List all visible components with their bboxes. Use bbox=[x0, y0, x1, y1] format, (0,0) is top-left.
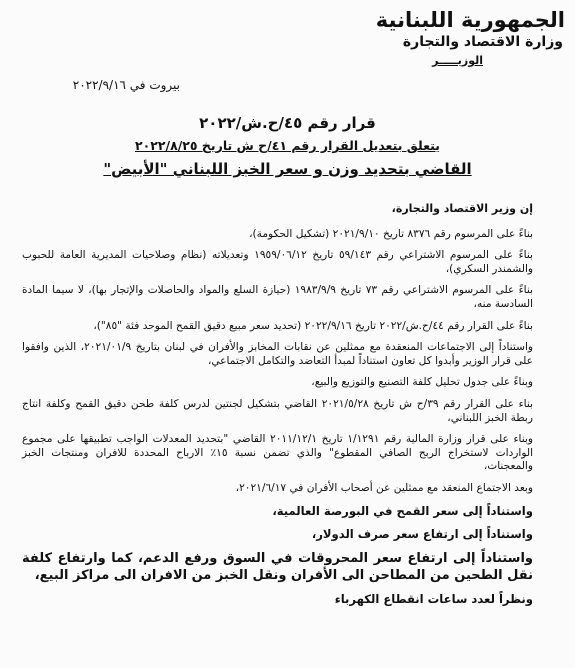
amending-line: يتعلق بتعديل القرار رقم ٤١/ح ش تاريخ ٢٠٢٢/٨/٢٥ bbox=[135, 138, 440, 153]
paragraph: بناءً على المرسوم الاشتراعي رقم ٧٣ تاريخ ١٩٨٣/٩/٩ (حيازة السلع والمواد والحاصلات والإتجار بها)، لا سيما المادة السادسة منه، bbox=[22, 284, 533, 310]
paragraph: بناء على القرار رقم ٣٩/ح ش تاريخ ٢٠٢١/٥/٢٨ القاضي بتشكيل لجنتين لدرس كلفة طحن دقيق القمح وكلفة انتاج ربطة الخبز اللبناني، bbox=[22, 397, 533, 424]
intro-line: إن وزير الاقتصاد والتجارة، bbox=[391, 202, 533, 215]
republic-heading: الجمهورية اللبنانية bbox=[375, 8, 565, 32]
paragraph: واستناداً إلى ارتفاع سعر صرف الدولار، bbox=[311, 526, 533, 541]
paragraph: وبناءً على جدول تحليل كلفة التصنيع والتوزيع والبيع، bbox=[311, 376, 533, 389]
paragraph: بناءً على المرسوم رقم ٨٣٧٦ تاريخ ٢٠٢١/٩/١٠ (تشكيل الحكومة)، bbox=[249, 227, 533, 240]
paragraph: وبعد الاجتماع المنعقد مع ممثلين عن أصحاب الأفران في ٢٠٢١/٦/١٧، bbox=[235, 481, 533, 494]
paragraph: وبناء على قرار وزارة المالية رقم ١/١٢٩١ تاريخ ٢٠١١/١٢/١ القاضي "بتحديد المعدلات الواجب تطبيقها على مجموع الواردات لاستخراج الربح الصافي المقطوع" والذي تضمن نسبة ١٥٪ الارباح المحددة للافران ومنتجات الخبز والمعجنات، bbox=[22, 433, 534, 473]
paragraph: واستناداً إلى الاجتماعات المنعقدة مع ممثلين عن نقابات المخابز والأفران في لبنان بتاريخ ٢٠٢١/٠١/٩، الذين وافقوا على قرار الوزير وأبدوا كل تعاون استناداً لمبدأ التعاضد والتكامل الاجتماعي، bbox=[22, 341, 534, 367]
paragraph: بناءً على القرار رقم ٤٤/ح.ش/٢٠٢٢ تاريخ ٢٠٢٢/٩/١٦ (تحديد سعر مبيع دقيق القمح الموحد فئة "٨٥")، bbox=[93, 319, 533, 332]
decision-number: قرار رقم ٤٥/ح.ش/٢٠٢٢ bbox=[199, 114, 376, 132]
paragraph: بناءً على المرسوم الاشتراعي رقم ٥٩/١٤٣ تاريخ ١٩٥٩/٠٦/١٢ وتعديلاته (نظام وصلاحيات المديرية العامة للحبوب والشمندر السكري)، bbox=[22, 249, 533, 275]
document-body bbox=[22, 202, 533, 615]
date-line: بيروت في ٢٠٢٢/٩/١٦ bbox=[72, 78, 180, 92]
paragraph: واستناداً إلى سعر القمح في البورصة العالمية، bbox=[272, 503, 533, 518]
ministry-heading: وزارة الاقتصاد والتجارة bbox=[402, 34, 563, 50]
decision-subject: القاضي بتحديد وزن و سعر الخبز اللبناني "الأبيض" bbox=[103, 160, 472, 178]
minister-heading: الوزيـــــر bbox=[432, 54, 483, 67]
paragraph: ونظراً لعدد ساعات انقطاع الكهرباء bbox=[334, 591, 533, 606]
paragraph: واستناداً إلى ارتفاع سعر المحروقات في السوق ورفع الدعم، كما وارتفاع كلفة نقل الطحين من المطاحن الى الأفران ونقل الخبز من الافران الى مراكز البيع، bbox=[22, 550, 533, 583]
